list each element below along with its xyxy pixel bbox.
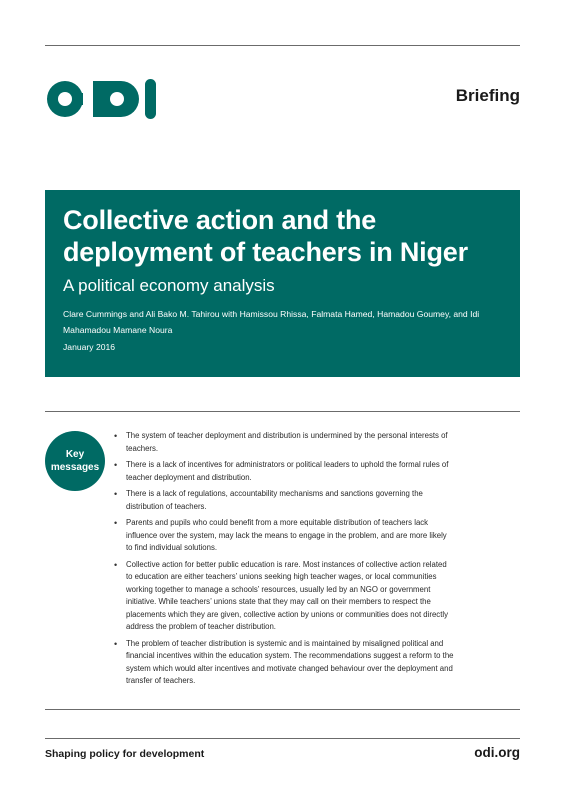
list-item: • The problem of teacher distribution is systemic and is maintained by misaligned political and financial incentives within the education system. The recommendations suggest a reform to the system which would alter incentives and motivate changed behaviour over the deployment and transfer of teachers.: [114, 638, 454, 688]
footer-website-link[interactable]: odi.org: [474, 745, 520, 760]
list-item: • The system of teacher deployment and distribution is undermined by the personal interests of teachers.: [114, 430, 454, 455]
title-line-1: Collective action and the: [63, 205, 377, 235]
list-item: • There is a lack of regulations, accountability mechanisms and sanctions governing the distribution of teachers.: [114, 488, 454, 513]
section-rule-top: [45, 411, 520, 412]
document-type-label: Briefing: [455, 86, 520, 105]
key-messages-label-2: messages: [50, 462, 100, 473]
footer-tagline: Shaping policy for development: [45, 748, 205, 760]
key-messages-badge: [45, 431, 105, 491]
title-line-2: deployment of teachers in Niger: [63, 237, 468, 267]
list-item: • Parents and pupils who could benefit from a more equitable distribution of teachers lack influence over the system, may lack the means to engage in the problem, and are more likely to find individual solutions.: [114, 517, 454, 555]
odi-logo: [45, 75, 157, 123]
footer-rule: [45, 738, 520, 739]
key-messages-label-1: Key: [65, 449, 85, 460]
top-rule: [45, 45, 520, 46]
title-banner: [45, 190, 520, 377]
key-messages-list: [114, 430, 454, 692]
section-rule-bottom: [45, 709, 520, 710]
document-subtitle: A political economy analysis: [63, 276, 275, 295]
authors: Clare Cummings and Ali Bako M. Tahirou with Hamissou Rhissa, Falmata Hamed, Hamadou Goumey, and Idi Mahamadou Mamane Noura: [63, 309, 480, 335]
list-item: • There is a lack of incentives for administrators or political leaders to uphold the formal rules of teacher deployment and distribution.: [114, 459, 454, 484]
publication-date: January 2016: [63, 342, 116, 352]
list-item: • Collective action for better public education is rare. Most instances of collective action related to education are either teachers’ unions seeking high teacher wages, or local communities working together to manage a schools’ resources, usually led by an NGO or government initiative. While teachers’ unions state that they may call on their members to respect the placements which they are given, collective action by unions or communities does not directly address the problem of teacher distribution.: [114, 559, 454, 634]
document-title: [63, 204, 502, 268]
